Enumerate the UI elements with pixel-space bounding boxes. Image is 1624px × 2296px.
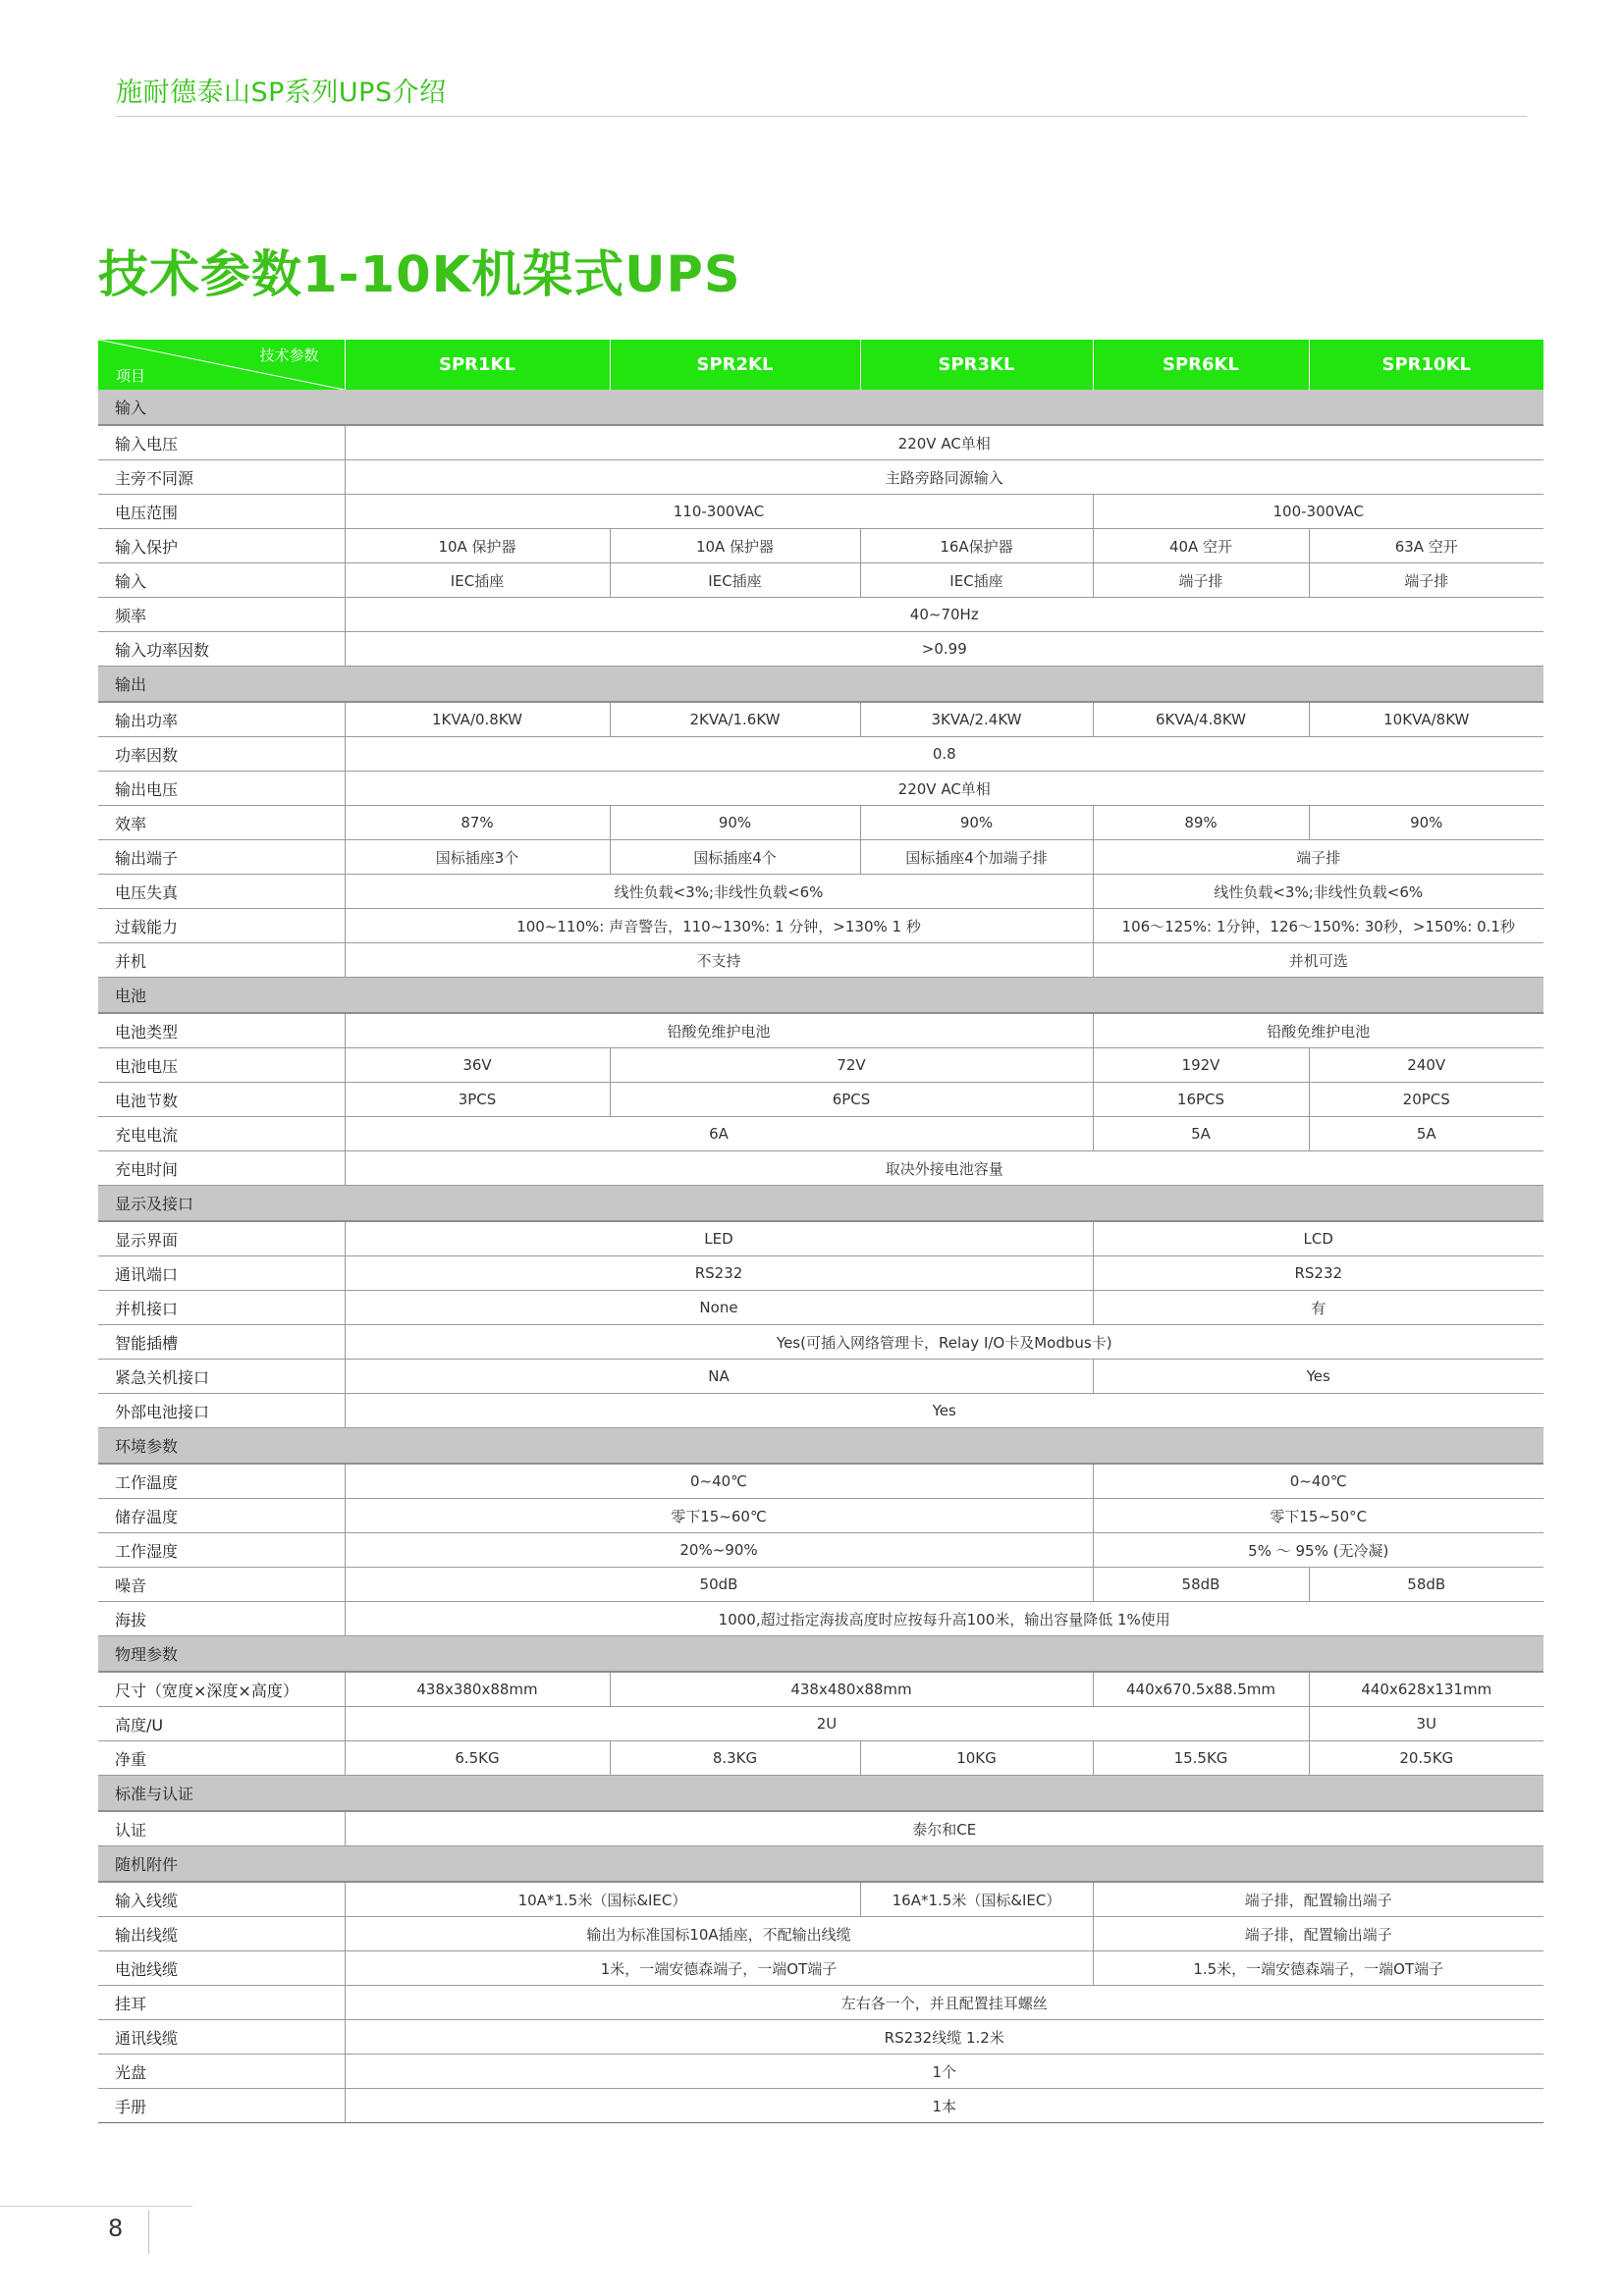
table-cell: RS232线缆 1.2米 <box>345 2020 1543 2055</box>
table-cell: IEC插座 <box>610 563 860 598</box>
section-title: 电池 <box>98 978 1543 1014</box>
table-row <box>98 1291 1543 1325</box>
table-cell: 有 <box>1093 1291 1543 1325</box>
table-cell: 5A <box>1093 1117 1309 1151</box>
table-cell: 8.3KG <box>610 1741 860 1776</box>
table-row <box>98 1882 1543 1917</box>
row-label: 输入保护 <box>98 529 345 563</box>
section-title: 标准与认证 <box>98 1776 1543 1812</box>
table-row <box>98 1464 1543 1499</box>
table-cell: 440x670.5x88.5mm <box>1093 1672 1309 1707</box>
table-cell: Yes(可插入网络管理卡，Relay I/O卡及Modbus卡) <box>345 1325 1543 1360</box>
section-header-row <box>98 1186 1543 1222</box>
table-cell: 100~110%: 声音警告，110~130%: 1 分钟，>130% 1 秒 <box>345 909 1093 943</box>
row-label: 输出端子 <box>98 840 345 875</box>
table-cell: 438x380x88mm <box>345 1672 610 1707</box>
table-cell: 10A 保护器 <box>610 529 860 563</box>
table-cell: 不支持 <box>345 943 1093 978</box>
table-cell: 端子排 <box>1093 840 1543 875</box>
table-row <box>98 529 1543 563</box>
table-cell: LCD <box>1093 1221 1543 1256</box>
table-cell: 3U <box>1309 1707 1543 1741</box>
table-cell: 国标插座3个 <box>345 840 610 875</box>
row-label: 电压范围 <box>98 495 345 529</box>
row-label: 净重 <box>98 1741 345 1776</box>
table-cell: 438x480x88mm <box>610 1672 1093 1707</box>
table-cell: LED <box>345 1221 1093 1256</box>
row-label: 工作温度 <box>98 1464 345 1499</box>
header-divider <box>116 116 1527 117</box>
table-row <box>98 1117 1543 1151</box>
row-label: 通讯线缆 <box>98 2020 345 2055</box>
table-row <box>98 2020 1543 2055</box>
table-cell: 16A*1.5米（国标&IEC） <box>860 1882 1093 1917</box>
table-cell: 72V <box>610 1048 1093 1083</box>
table-cell: NA <box>345 1360 1093 1394</box>
table-cell: 40~70Hz <box>345 598 1543 632</box>
row-label: 输出线缆 <box>98 1917 345 1951</box>
model-header: SPR3KL <box>860 340 1093 390</box>
corner-label-parameters: 技术参数 <box>259 347 319 364</box>
row-label: 输入线缆 <box>98 1882 345 1917</box>
table-row <box>98 1951 1543 1986</box>
row-label: 储存温度 <box>98 1499 345 1533</box>
row-label: 频率 <box>98 598 345 632</box>
document-header-title: 施耐德泰山SP系列UPS介绍 <box>116 78 447 108</box>
row-label: 手册 <box>98 2089 345 2123</box>
table-row <box>98 806 1543 840</box>
table-cell: 输出为标准国标10A插座，不配输出线缆 <box>345 1917 1093 1951</box>
table-cell: 2U <box>345 1707 1309 1741</box>
table-row <box>98 495 1543 529</box>
row-label: 主旁不同源 <box>98 460 345 495</box>
table-cell: 20%~90% <box>345 1533 1093 1568</box>
table-cell: 泰尔和CE <box>345 1811 1543 1846</box>
section-header-row <box>98 1846 1543 1883</box>
section-title: 输出 <box>98 667 1543 703</box>
row-label: 尺寸（宽度×深度×高度） <box>98 1672 345 1707</box>
table-row <box>98 2089 1543 2123</box>
row-label: 通讯端口 <box>98 1256 345 1291</box>
table-row <box>98 1325 1543 1360</box>
table-cell: 国标插座4个 <box>610 840 860 875</box>
table-row <box>98 1083 1543 1117</box>
table-cell: 线性负载<3%;非线性负载<6% <box>1093 875 1543 909</box>
section-title: 输入 <box>98 390 1543 425</box>
table-row <box>98 2055 1543 2089</box>
row-label: 电池电压 <box>98 1048 345 1083</box>
table-row <box>98 909 1543 943</box>
table-cell: 10A*1.5米（国标&IEC） <box>345 1882 860 1917</box>
table-cell: 100-300VAC <box>1093 495 1543 529</box>
table-cell: 端子排 <box>1093 563 1309 598</box>
row-label: 挂耳 <box>98 1986 345 2020</box>
row-label: 过载能力 <box>98 909 345 943</box>
table-cell: 2KVA/1.6KW <box>610 702 860 737</box>
table-row <box>98 1707 1543 1741</box>
row-label: 外部电池接口 <box>98 1394 345 1428</box>
table-row <box>98 1602 1543 1636</box>
row-label: 电池节数 <box>98 1083 345 1117</box>
row-label: 并机接口 <box>98 1291 345 1325</box>
table-cell: 10KG <box>860 1741 1093 1776</box>
table-row <box>98 1986 1543 2020</box>
table-cell: 5A <box>1309 1117 1543 1151</box>
table-cell: 87% <box>345 806 610 840</box>
table-row <box>98 425 1543 460</box>
table-cell: IEC插座 <box>345 563 610 598</box>
row-label: 输入 <box>98 563 345 598</box>
table-row <box>98 1811 1543 1846</box>
row-label: 充电电流 <box>98 1117 345 1151</box>
table-cell: 240V <box>1309 1048 1543 1083</box>
table-row <box>98 1568 1543 1602</box>
table-row <box>98 1048 1543 1083</box>
section-header-row <box>98 667 1543 703</box>
section-header-row <box>98 390 1543 425</box>
row-label: 光盘 <box>98 2055 345 2089</box>
table-cell: 89% <box>1093 806 1309 840</box>
footer-separator <box>148 2211 149 2254</box>
table-cell: 6A <box>345 1117 1093 1151</box>
table-cell: 6PCS <box>610 1083 1093 1117</box>
table-cell: 110-300VAC <box>345 495 1093 529</box>
row-label: 电压失真 <box>98 875 345 909</box>
table-cell: 10A 保护器 <box>345 529 610 563</box>
table-cell: 0~40℃ <box>345 1464 1093 1499</box>
row-label: 充电时间 <box>98 1151 345 1186</box>
section-title: 显示及接口 <box>98 1186 1543 1222</box>
table-cell: 20.5KG <box>1309 1741 1543 1776</box>
table-cell: 1KVA/0.8KW <box>345 702 610 737</box>
row-label: 输出电压 <box>98 772 345 806</box>
section-header-row <box>98 1776 1543 1812</box>
table-cell: Yes <box>345 1394 1543 1428</box>
page-number: 8 <box>108 2215 124 2242</box>
model-header: SPR1KL <box>345 340 610 390</box>
table-cell: 6.5KG <box>345 1741 610 1776</box>
table-cell: 40A 空开 <box>1093 529 1309 563</box>
row-label: 显示界面 <box>98 1221 345 1256</box>
table-cell: RS232 <box>1093 1256 1543 1291</box>
table-row <box>98 1256 1543 1291</box>
row-label: 输入电压 <box>98 425 345 460</box>
table-cell: 取决外接电池容量 <box>345 1151 1543 1186</box>
table-row <box>98 1499 1543 1533</box>
table-corner-cell <box>98 340 345 390</box>
model-header: SPR2KL <box>610 340 860 390</box>
table-row <box>98 737 1543 772</box>
table-cell: 端子排 <box>1309 563 1543 598</box>
table-row <box>98 460 1543 495</box>
table-cell: 10KVA/8KW <box>1309 702 1543 737</box>
table-cell: 20PCS <box>1309 1083 1543 1117</box>
table-cell: 主路旁路同源输入 <box>345 460 1543 495</box>
table-cell: 1.5米，一端安德森端子，一端OT端子 <box>1093 1951 1543 1986</box>
table-cell: 220V AC单相 <box>345 425 1543 460</box>
page-title: 技术参数1-10K机架式UPS <box>98 246 741 304</box>
model-header: SPR10KL <box>1309 340 1543 390</box>
table-row <box>98 772 1543 806</box>
section-title: 物理参数 <box>98 1636 1543 1673</box>
table-cell: 左右各一个，并且配置挂耳螺丝 <box>345 1986 1543 2020</box>
table-cell: 90% <box>1309 806 1543 840</box>
table-cell: 线性负载<3%;非线性负载<6% <box>345 875 1093 909</box>
row-label: 并机 <box>98 943 345 978</box>
table-cell: 1000,超过指定海拔高度时应按每升高100米，输出容量降低 1%使用 <box>345 1602 1543 1636</box>
table-cell: 58dB <box>1093 1568 1309 1602</box>
section-header-row <box>98 978 1543 1014</box>
row-label: 紧急关机接口 <box>98 1360 345 1394</box>
table-cell: 90% <box>860 806 1093 840</box>
table-cell: 192V <box>1093 1048 1309 1083</box>
row-label: 功率因数 <box>98 737 345 772</box>
table-cell: 63A 空开 <box>1309 529 1543 563</box>
table-cell: 220V AC单相 <box>345 772 1543 806</box>
table-cell: 90% <box>610 806 860 840</box>
table-row <box>98 1013 1543 1048</box>
table-row <box>98 1741 1543 1776</box>
table-row <box>98 1394 1543 1428</box>
table-row <box>98 1533 1543 1568</box>
table-cell: Yes <box>1093 1360 1543 1394</box>
table-row <box>98 943 1543 978</box>
section-title: 随机附件 <box>98 1846 1543 1883</box>
table-row <box>98 1672 1543 1707</box>
table-cell: IEC插座 <box>860 563 1093 598</box>
table-cell: 36V <box>345 1048 610 1083</box>
table-cell: 6KVA/4.8KW <box>1093 702 1309 737</box>
row-label: 电池类型 <box>98 1013 345 1048</box>
table-row <box>98 632 1543 667</box>
row-label: 智能插槽 <box>98 1325 345 1360</box>
table-cell: 端子排，配置输出端子 <box>1093 1917 1543 1951</box>
table-cell: 0~40℃ <box>1093 1464 1543 1499</box>
table-cell: 440x628x131mm <box>1309 1672 1543 1707</box>
table-cell: >0.99 <box>345 632 1543 667</box>
table-cell: 5% ～ 95% (无冷凝) <box>1093 1533 1543 1568</box>
table-cell: 3PCS <box>345 1083 610 1117</box>
table-cell: 1本 <box>345 2089 1543 2123</box>
table-row <box>98 1917 1543 1951</box>
row-label: 效率 <box>98 806 345 840</box>
row-label: 认证 <box>98 1811 345 1846</box>
table-cell: 58dB <box>1309 1568 1543 1602</box>
table-cell: 1米，一端安德森端子，一端OT端子 <box>345 1951 1093 1986</box>
row-label: 电池线缆 <box>98 1951 345 1986</box>
table-cell: RS232 <box>345 1256 1093 1291</box>
table-cell: 端子排，配置输出端子 <box>1093 1882 1543 1917</box>
section-title: 环境参数 <box>98 1428 1543 1465</box>
table-row <box>98 1360 1543 1394</box>
model-header: SPR6KL <box>1093 340 1309 390</box>
table-cell: 铅酸免维护电池 <box>1093 1013 1543 1048</box>
row-label: 输入功率因数 <box>98 632 345 667</box>
table-row <box>98 1221 1543 1256</box>
table-cell: 1个 <box>345 2055 1543 2089</box>
table-cell: 并机可选 <box>1093 943 1543 978</box>
corner-label-item: 项目 <box>116 367 146 385</box>
spec-table-body <box>98 340 1543 2123</box>
table-cell: 16PCS <box>1093 1083 1309 1117</box>
spec-table <box>98 340 1543 2123</box>
table-row <box>98 875 1543 909</box>
section-header-row <box>98 1636 1543 1673</box>
table-cell: 15.5KG <box>1093 1741 1309 1776</box>
table-cell: 零下15~50°C <box>1093 1499 1543 1533</box>
row-label: 工作湿度 <box>98 1533 345 1568</box>
table-row <box>98 840 1543 875</box>
row-label: 噪音 <box>98 1568 345 1602</box>
row-label: 海拔 <box>98 1602 345 1636</box>
table-row <box>98 702 1543 737</box>
table-cell: 零下15~60℃ <box>345 1499 1093 1533</box>
table-cell: 国标插座4个加端子排 <box>860 840 1093 875</box>
table-header-row <box>98 340 1543 390</box>
table-cell: 50dB <box>345 1568 1093 1602</box>
footer-divider <box>0 2206 192 2207</box>
table-row <box>98 1151 1543 1186</box>
table-cell: 铅酸免维护电池 <box>345 1013 1093 1048</box>
row-label: 输出功率 <box>98 702 345 737</box>
table-row <box>98 598 1543 632</box>
table-cell: 3KVA/2.4KW <box>860 702 1093 737</box>
table-cell: 0.8 <box>345 737 1543 772</box>
table-cell: 106～125%: 1分钟，126～150%: 30秒，>150%: 0.1秒 <box>1093 909 1543 943</box>
table-cell: 16A保护器 <box>860 529 1093 563</box>
section-header-row <box>98 1428 1543 1465</box>
row-label: 高度/U <box>98 1707 345 1741</box>
table-row <box>98 563 1543 598</box>
table-cell: None <box>345 1291 1093 1325</box>
